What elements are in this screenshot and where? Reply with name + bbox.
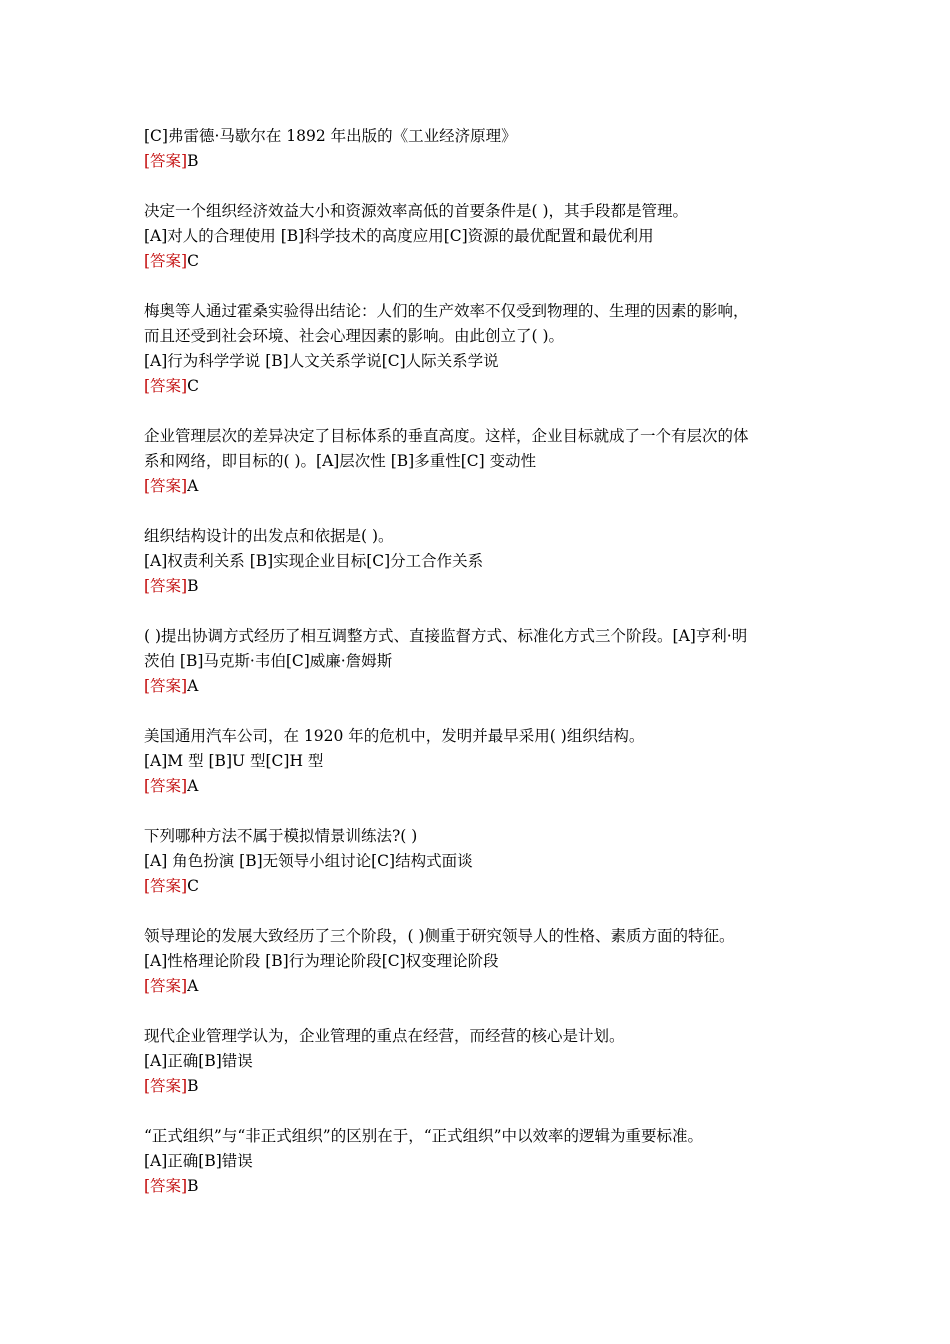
question-text-line: [A]权责利关系 [B]实现企业目标[C]分工合作关系 (144, 552, 484, 570)
answer-value: C (187, 377, 199, 395)
question-block (144, 1024, 814, 1099)
question-block (144, 1124, 814, 1199)
answer-value: A (187, 977, 199, 995)
answer-line (144, 874, 814, 899)
spacer (144, 699, 814, 724)
question-block (144, 524, 814, 599)
spacer (144, 799, 814, 824)
answer-line (144, 474, 814, 499)
spacer (144, 499, 814, 524)
question-text-line: [A]行为科学学说 [B]人文关系学说[C]人际关系学说 (144, 352, 499, 370)
spacer (144, 999, 814, 1024)
question-text-line: “正式组织”与“非正式组织”的区别在于，“正式组织”中以效率的逻辑为重要标准。 (144, 1127, 704, 1145)
answer-label: [答案] (144, 1077, 188, 1095)
question-text-line: 企业管理层次的差异决定了目标体系的垂直高度。这样，企业目标就成了一个有层次的体 (144, 427, 749, 445)
answer-value: B (187, 1077, 199, 1095)
question-text-line: 系和网络，即目标的( )。[A]层次性 [B]多重性[C] 变动性 (144, 452, 537, 470)
answer-line (144, 1174, 814, 1199)
answer-value: C (187, 252, 199, 270)
answer-line (144, 149, 814, 174)
question-block (144, 424, 814, 499)
question-text-line: 决定一个组织经济效益大小和资源效率高低的首要条件是( )，其手段都是管理。 (144, 202, 689, 220)
answer-value: B (187, 577, 199, 595)
question-block (144, 199, 814, 274)
answer-label: [答案] (144, 152, 188, 170)
answer-line (144, 674, 814, 699)
answer-line (144, 249, 814, 274)
answer-value: C (187, 877, 199, 895)
question-text-line: 领导理论的发展大致经历了三个阶段，( )侧重于研究领导人的性格、素质方面的特征。 (144, 927, 735, 945)
question-text-line: [A] 角色扮演 [B]无领导小组讨论[C]结构式面谈 (144, 852, 473, 870)
answer-line (144, 574, 814, 599)
answer-value: B (187, 152, 199, 170)
question-block (144, 824, 814, 899)
answer-label: [答案] (144, 577, 188, 595)
question-text-line: [A]性格理论阶段 [B]行为理论阶段[C]权变理论阶段 (144, 952, 499, 970)
question-text-line: 茨伯 [B]马克斯·韦伯[C]威廉·詹姆斯 (144, 652, 393, 670)
answer-label: [答案] (144, 677, 188, 695)
question-text-line: 组织结构设计的出发点和依据是( )。 (144, 527, 394, 545)
question-block (144, 624, 814, 699)
answer-label: [答案] (144, 877, 188, 895)
answer-label: [答案] (144, 1177, 188, 1195)
answer-line (144, 374, 814, 399)
spacer (144, 274, 814, 299)
question-text-line: [A]正确[B]错误 (144, 1052, 253, 1070)
question-list (144, 174, 814, 1199)
answer-line (144, 1074, 814, 1099)
question-text-line: 美国通用汽车公司，在 1920 年的危机中，发明并最早采用( )组织结构。 (144, 727, 645, 745)
answer-label: [答案] (144, 252, 188, 270)
answer-label: [答案] (144, 777, 188, 795)
question-text-line: 下列哪种方法不属于模拟情景训练法?( ) (144, 827, 418, 845)
spacer (144, 1099, 814, 1124)
question-text-line: [A]正确[B]错误 (144, 1152, 253, 1170)
spacer (144, 599, 814, 624)
question-text-line: [A]M 型 [B]U 型[C]H 型 (144, 752, 324, 770)
answer-label: [答案] (144, 377, 188, 395)
question-block (144, 724, 814, 799)
spacer (144, 899, 814, 924)
question-block (144, 299, 814, 399)
document-page (144, 124, 814, 1199)
question-text-line: 而且还受到社会环境、社会心理因素的影响。由此创立了( )。 (144, 327, 565, 345)
answer-value: B (187, 1177, 199, 1195)
question-text-line: [A]对人的合理使用 [B]科学技术的高度应用[C]资源的最优配置和最优利用 (144, 227, 654, 245)
answer-label: [答案] (144, 977, 188, 995)
option-line: [C]弗雷德·马歇尔在 1892 年出版的《工业经济原理》 (144, 127, 517, 145)
answer-line (144, 974, 814, 999)
spacer (144, 174, 814, 199)
answer-value: A (187, 477, 199, 495)
answer-label: [答案] (144, 477, 188, 495)
question-text-line: 梅奥等人通过霍桑实验得出结论：人们的生产效率不仅受到物理的、生理的因素的影响， (144, 302, 749, 320)
answer-line (144, 774, 814, 799)
question-text-line: 现代企业管理学认为，企业管理的重点在经营，而经营的核心是计划。 (144, 1027, 625, 1045)
question-block (144, 924, 814, 999)
answer-value: A (187, 677, 199, 695)
answer-value: A (187, 777, 199, 795)
spacer (144, 399, 814, 424)
question-text-line: ( )提出协调方式经历了相互调整方式、直接监督方式、标准化方式三个阶段。[A]亨利·明 (144, 627, 748, 645)
